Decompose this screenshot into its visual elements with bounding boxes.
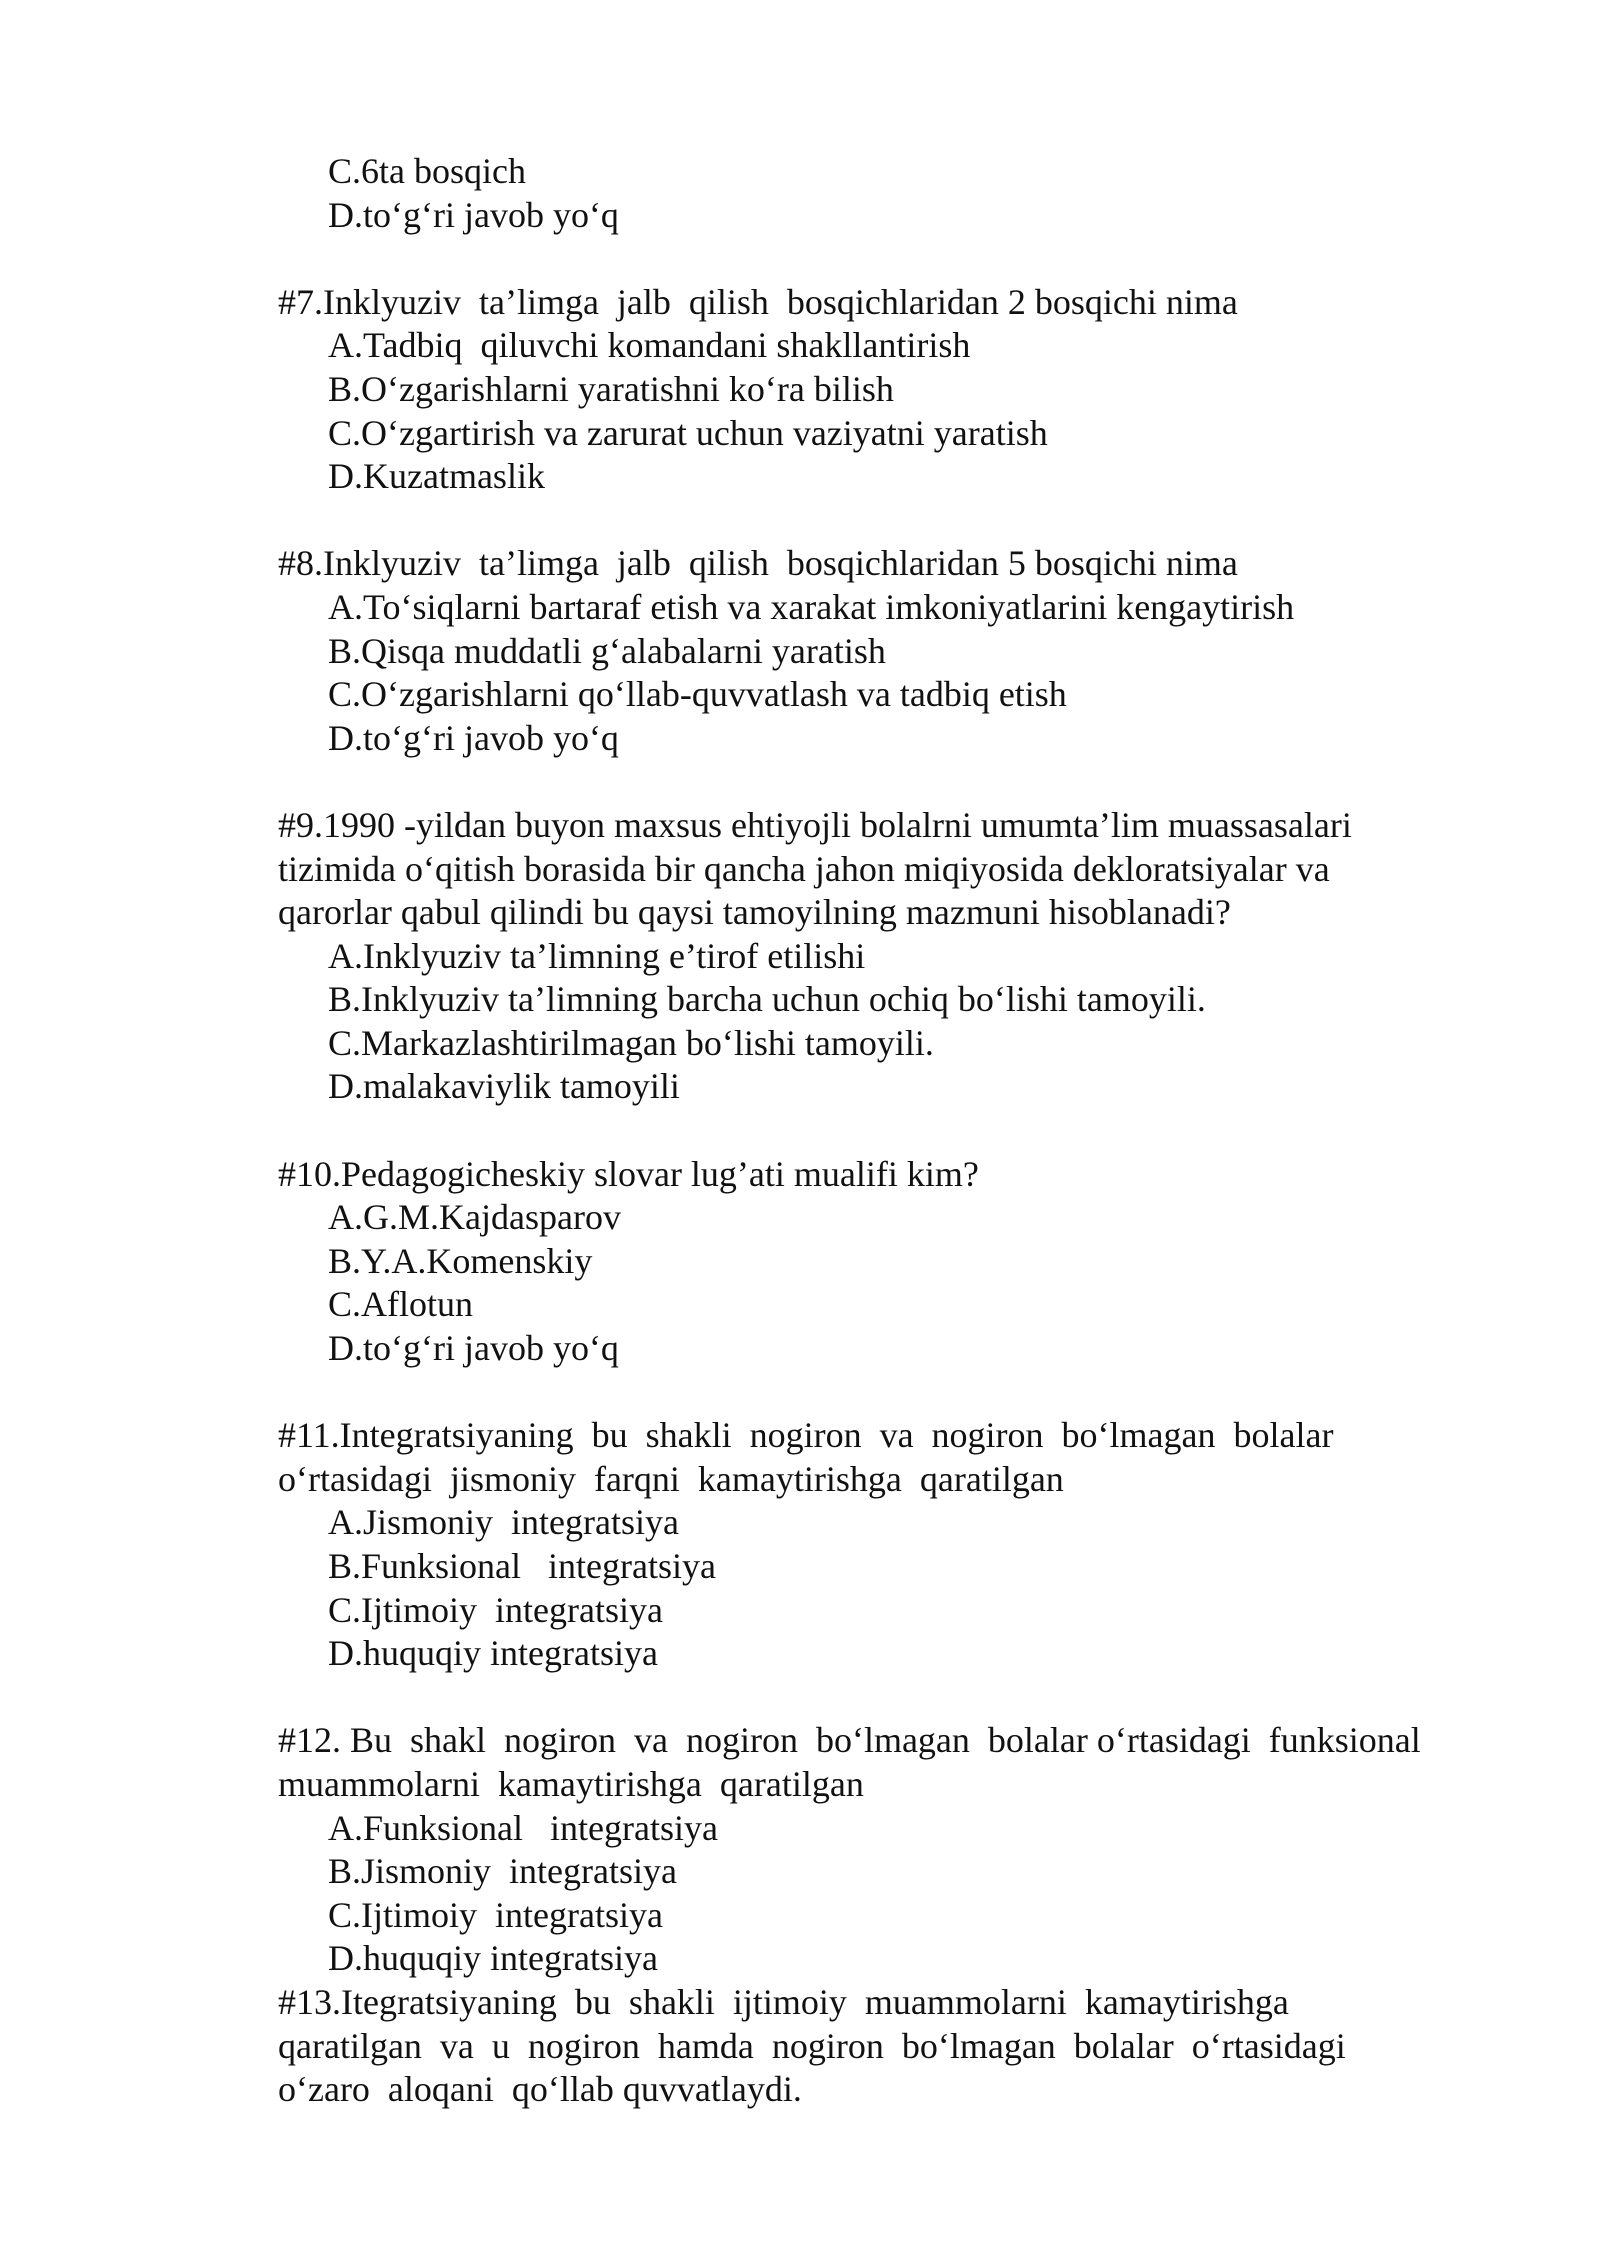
spacer (278, 499, 1478, 543)
spacer (278, 1676, 1478, 1720)
option-line: C.6ta bosqich (328, 151, 526, 191)
page-content (278, 150, 1478, 2112)
option-line: A.Funksional integratsiya (328, 1807, 718, 1848)
option-line: D.to‘g‘ri javob yo‘q (328, 1328, 619, 1369)
option-line: B.Funksional integratsiya (328, 1546, 716, 1586)
question-line: #12. Bu shakl nogiron va nogiron bo‘lmagan bolalar o‘rtasidagi funksional (278, 1720, 1421, 1761)
question-text (278, 542, 1478, 586)
question-line: o‘zaro aloqani qo‘llab quvvatlaydi. (278, 2069, 802, 2110)
option-line: D.malakaviylik tamoyili (328, 1066, 680, 1107)
question-9 (278, 804, 1478, 1109)
question-line: #9.1990 -yildan buyon maxsus ehtiyojli bolalrni umumta’lim muassasalari (278, 804, 1352, 845)
question-text (278, 1719, 1478, 1806)
option-line: C.Aflotun (328, 1284, 474, 1325)
question-line: #13.Itegratsiyaning bu shakli ijtimoiy muammolarni kamaytirishga (278, 1981, 1289, 2022)
question-line: qaratilgan va u nogiron hamda nogiron bo‘lmagan bolalar o‘rtasidagi (278, 2025, 1346, 2066)
option-line: B.Jismoniy integratsiya (328, 1851, 677, 1892)
option-line: A.Jismoniy integratsiya (328, 1502, 679, 1543)
question-line: o‘rtasidagi jismoniy farqni kamaytirishga qaratilgan (278, 1458, 1064, 1499)
question-11 (278, 1414, 1478, 1676)
spacer (278, 1371, 1478, 1415)
question-line: #11.Integratsiyaning bu shakli nogiron va nogiron bo‘lmagan bolalar (278, 1415, 1334, 1456)
question-7 (278, 281, 1478, 499)
question-text (278, 1414, 1478, 1501)
question-line: qarorlar qabul qilindi bu qaysi tamoyilning mazmuni hisoblanadi? (278, 892, 1231, 933)
spacer (278, 1109, 1478, 1153)
question-line: muammolarni kamaytirishga qaratilgan (278, 1763, 864, 1804)
option-line: B.O‘zgarishlarni yaratishni ko‘ra bilish (328, 368, 894, 409)
option-line: B.Y.A.Komenskiy (328, 1240, 593, 1281)
option-line: A.Inklyuziv ta’limning e’tirof etilishi (328, 935, 866, 976)
option-line: D.to‘g‘ri javob yo‘q (328, 194, 619, 235)
option-line: C.Ijtimoiy integratsiya (328, 1589, 663, 1630)
option-line: D.huquqiy integratsiya (328, 1938, 658, 1979)
question-line: tizimida o‘qitish borasida bir qancha jahon miqiyosida dekloratsiyalar va (278, 848, 1330, 889)
question-10 (278, 1153, 1478, 1371)
option-line: B.Qisqa muddatli g‘alabalarni yaratish (328, 630, 886, 671)
option-line: D.huquqiy integratsiya (328, 1633, 658, 1674)
question-line: #10.Pedagogicheskiy slovar lug’ati mualifi kim? (278, 1153, 979, 1194)
option-line: D.to‘g‘ri javob yo‘q (328, 717, 619, 758)
leading-options (278, 150, 1478, 237)
question-text (278, 281, 1478, 325)
option-line: A.G.M.Kajdasparov (328, 1197, 621, 1238)
option-line: C.O‘zgarishlarni qo‘llab-quvvatlash va tadbiq etish (328, 674, 1067, 715)
question-line: #7.Inklyuziv ta’limga jalb qilish bosqichlaridan 2 bosqichi nima (278, 281, 1238, 322)
question-text (278, 1153, 1478, 1197)
option-line: C.Markazlashtirilmagan bo‘lishi tamoyili. (328, 1022, 934, 1063)
question-text (278, 1981, 1478, 2112)
question-13 (278, 1981, 1478, 2112)
option-line: D.Kuzatmaslik (328, 456, 545, 497)
question-line: #8.Inklyuziv ta’limga jalb qilish bosqichlaridan 5 bosqichi nima (278, 543, 1238, 584)
spacer (278, 760, 1478, 804)
question-8 (278, 542, 1478, 760)
option-line: C.O‘zgartirish va zarurat uchun vaziyatni yaratish (328, 412, 1048, 453)
option-line: A.To‘siqlarni bartaraf etish va xarakat imkoniyatlarini kengaytirish (328, 586, 1295, 627)
option-line: B.Inklyuziv ta’limning barcha uchun ochiq bo‘lishi tamoyili. (328, 979, 1206, 1020)
question-text (278, 804, 1478, 935)
option-line: A.Tadbiq qiluvchi komandani shakllantirish (328, 325, 971, 366)
option-line: C.Ijtimoiy integratsiya (328, 1894, 663, 1935)
spacer (278, 237, 1478, 281)
question-12 (278, 1719, 1478, 1981)
